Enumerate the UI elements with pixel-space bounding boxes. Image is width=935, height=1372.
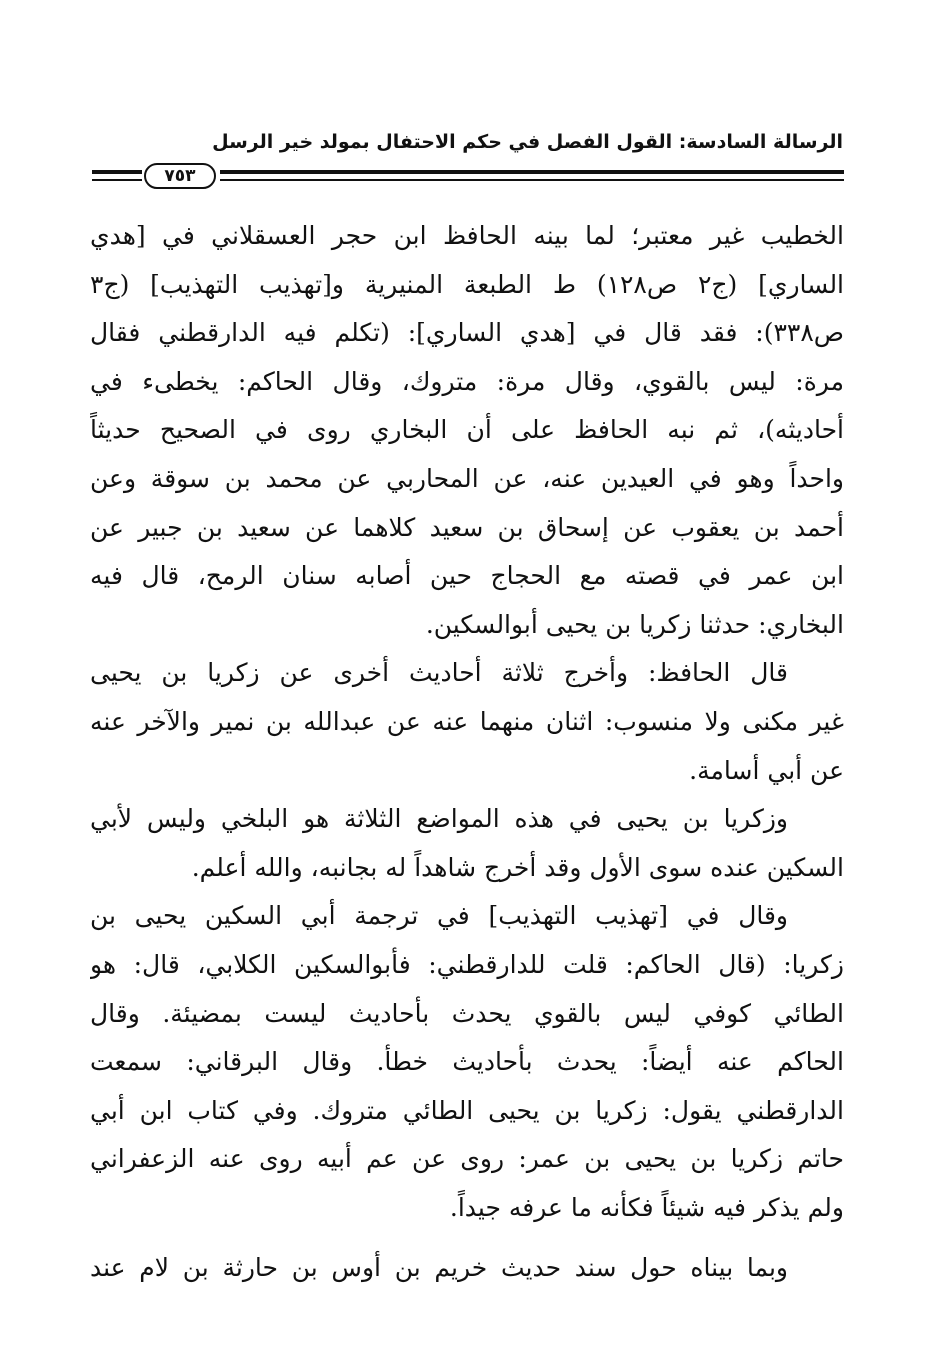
text-line: حاتم زكريا بن يحيى بن عمر: روى عن عم أبيه روى عنه الزعفراني xyxy=(90,1144,844,1174)
text-line: واحداً وهو في العيدين عنه، عن المحاربي عن محمد بن سوقة وعن xyxy=(90,463,844,493)
text-line: ابن عمر في قصته مع الحجاج حين أصابه سنان الرمح، قال فيه xyxy=(90,561,844,591)
text-line: الدارقطني يقول: زكريا بن يحيى الطائي متروك. وفي كتاب ابن أبي xyxy=(90,1095,844,1125)
text-line: مرة: ليس بالقوي، وقال مرة: متروك، وقال الحاكم: يخطىء في xyxy=(90,366,844,396)
text-line: زكريا: (قال الحاكم: قلت للدارقطني: فأبوالسكين الكلابي، قال: هو xyxy=(90,949,844,979)
text-line: أحاديثه)، ثم نبه الحافظ على أن البخاري روى في الصحيح حديثاً xyxy=(90,415,844,445)
body-text xyxy=(90,212,844,1293)
text-line: ولم يذكر فيه شيئاً فكأنه ما عرفه جيداً. xyxy=(449,1192,844,1222)
header-rule-right xyxy=(220,170,844,181)
text-line: الساري] (ج٢ ص١٢٨) ط الطبعة المنيرية و[تهذيب التهذيب] (ج٣ xyxy=(90,269,844,299)
text-line: أحمد بن يعقوب عن إسحاق بن سعيد كلاهما عن سعيد بن جبير عن xyxy=(90,512,844,542)
header-rule-left xyxy=(92,170,142,181)
paragraph-gap xyxy=(90,1232,844,1244)
text-line: عن أبي أسامة. xyxy=(689,755,844,785)
text-line: الخطيب غير معتبر؛ لما بينه الحافظ ابن حجر العسقلاني في [هدي xyxy=(90,221,844,250)
text-line: غير مكنى ولا منسوب: اثنان منهما عنه عن عبدالله بن نمير والآخر عنه xyxy=(90,706,844,736)
text-line: وزكريا بن يحيى في هذه المواضع الثلاثة هو البلخي وليس لأبي xyxy=(90,804,788,834)
text-line: وقال في [تهذيب التهذيب] في ترجمة أبي السكين يحيى بن xyxy=(90,901,788,931)
text-line: البخاري: حدثنا زكريا بن يحيى أبوالسكين. xyxy=(425,609,844,639)
text-line: ص٣٣٨): فقد قال في [هدي الساري]: (تكلم فيه الدارقطني فقال xyxy=(90,318,844,348)
header-rule xyxy=(92,163,844,193)
page-number-badge: ٧٥٣ xyxy=(144,163,216,189)
text-line: الطائي كوفي ليس بالقوي يحدث بأحاديث ليست بمضيئة. وقال xyxy=(90,998,844,1028)
text-line: قال الحافظ: وأخرج ثلاثة أحاديث أخرى عن زكريا بن يحيى xyxy=(90,658,788,688)
text-line: الحاكم عنه أيضاً: يحدث بأحاديث خطأ. وقال البرقاني: سمعت xyxy=(90,1047,844,1077)
text-line: السكين عنده سوى الأول وقد أخرج شاهداً له بجانبه، والله أعلم. xyxy=(191,852,844,882)
text-line: وبما بيناه حول سند حديث خريم بن أوس بن حارثة بن لام عند xyxy=(90,1253,788,1283)
running-header-title: الرسالة السادسة: القول الفصل في حكم الاحتفال بمولد خير الرسل xyxy=(212,131,843,153)
